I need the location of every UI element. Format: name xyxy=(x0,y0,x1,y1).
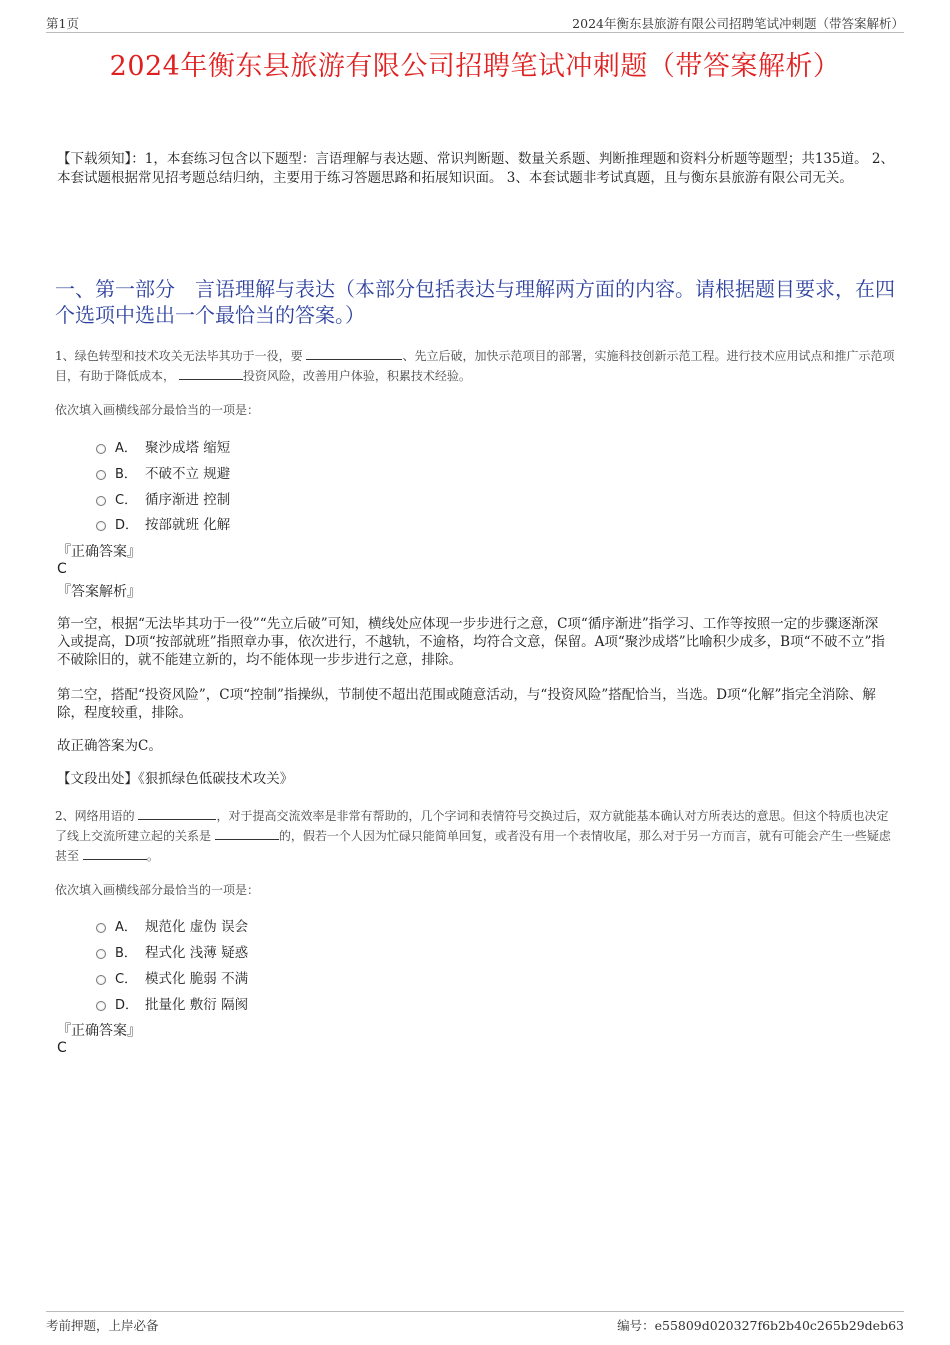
question-1-option-a[interactable]: A． 聚沙成塔 缩短 xyxy=(96,436,230,456)
fill-blank xyxy=(215,827,279,840)
radio-icon[interactable] xyxy=(96,470,106,480)
question-1-text: 1、绿色转型和技术攻关无法毕其功于一役，要 、先立后破，加快示范项目的部署，实施科技创新示范工程。进行技术应用试点和推广示范项目，有助于降低成本， 投资风险，改善用户体验，积累技术经验。 xyxy=(55,349,895,383)
correct-answer-label: 『正确答案』 xyxy=(57,1023,141,1039)
page-title: 2024年衡东县旅游有限公司招聘笔试冲刺题（带答案解析） xyxy=(109,51,841,82)
question-2-option-b[interactable]: B． 程式化 浅薄 疑惑 xyxy=(96,941,248,961)
footer-slogan: 考前押题，上岸必备 xyxy=(46,1318,159,1333)
radio-icon[interactable] xyxy=(96,1001,106,1011)
footer-doc-id: 编号：e55809d020327f6b2b40c265b29deb63 xyxy=(617,1318,904,1333)
radio-icon[interactable] xyxy=(96,444,106,454)
radio-icon[interactable] xyxy=(96,975,106,985)
analysis-paragraph-1: 第一空，根据“无法毕其功于一役”“先立后破”可知，横线处应体现一步步进行之意，C项“循序渐进”指学习、工作等按照一定的步骤逐渐深入或提高，D项“按部就班”指照章办事，依次进行，不越轨，不逾格，均符合文意，保留。A项“聚沙成塔”比喻积少成多，B项“不破不立”指不破除旧的，就不能建立新的，均不能体现一步步进行之意，排除。 xyxy=(57,616,885,668)
analysis-label: 『答案解析』 xyxy=(57,584,141,600)
analysis-conclusion: 故正确答案为C。 xyxy=(57,738,162,754)
question-2-option-a[interactable]: A． 规范化 虚伪 误会 xyxy=(96,915,248,935)
correct-answer: C xyxy=(57,1040,67,1056)
question-1-option-d[interactable]: D． 按部就班 化解 xyxy=(96,513,230,533)
page-footer xyxy=(46,1311,904,1332)
radio-icon[interactable] xyxy=(96,949,106,959)
source-citation: 【文段出处】《狠抓绿色低碳技术攻关》 xyxy=(57,771,294,787)
analysis-paragraph-2: 第二空，搭配“投资风险”，C项“控制”指操纵，节制使不超出范围或随意活动，与“投资风险”搭配恰当，当选。D项“化解”指完全消除、解除，程度较重，排除。 xyxy=(57,687,876,721)
fill-blank xyxy=(138,807,216,820)
fill-blank xyxy=(83,847,147,860)
radio-icon[interactable] xyxy=(96,521,106,531)
question-2-option-d[interactable]: D． 批量化 敷衍 隔阂 xyxy=(96,993,248,1013)
question-2-text: 2、网络用语的 ，对于提高交流效率是非常有帮助的，几个字词和表情符号交换过后，双方就能基本确认对方所表达的意思。但这个特质也决定了线上交流所建立起的关系是 的，假若一个人因为忙碌只能简单回复，或者没有用一个表情收尾，那么对于另一方而言，就有可能会产生一些疑虑甚至 。 xyxy=(55,809,891,863)
question-1-prompt: 依次填入画横线部分最恰当的一项是： xyxy=(55,403,260,417)
correct-answer-label: 『正确答案』 xyxy=(57,544,141,560)
radio-icon[interactable] xyxy=(96,923,106,933)
correct-answer: C xyxy=(57,561,67,577)
page-number: 第1页 xyxy=(46,16,79,31)
question-2-prompt: 依次填入画横线部分最恰当的一项是： xyxy=(55,883,260,897)
fill-blank xyxy=(306,347,402,360)
question-1-option-b[interactable]: B． 不破不立 规避 xyxy=(96,462,230,482)
question-2-option-c[interactable]: C． 模式化 脆弱 不满 xyxy=(96,967,248,987)
page-header xyxy=(46,14,904,33)
fill-blank xyxy=(179,367,243,380)
download-notice: 【下载须知】：1，本套练习包含以下题型：言语理解与表达题、常识判断题、数量关系题、判断推理题和资料分析题等题型；共135道。 2、本套试题根据常见招考题总结归纳，主要用于练习答题思路和拓展知识面。 3、本套试题非考试真题，且与衡东县旅游有限公司无关。 xyxy=(57,151,894,186)
header-doc-title: 2024年衡东县旅游有限公司招聘笔试冲刺题（带答案解析） xyxy=(572,16,904,31)
section-heading: 一、第一部分 言语理解与表达（本部分包括表达与理解两方面的内容。请根据题目要求，在四个选项中选出一个最恰当的答案。） xyxy=(55,277,895,327)
question-1-option-c[interactable]: C． 循序渐进 控制 xyxy=(96,488,230,508)
radio-icon[interactable] xyxy=(96,496,106,506)
